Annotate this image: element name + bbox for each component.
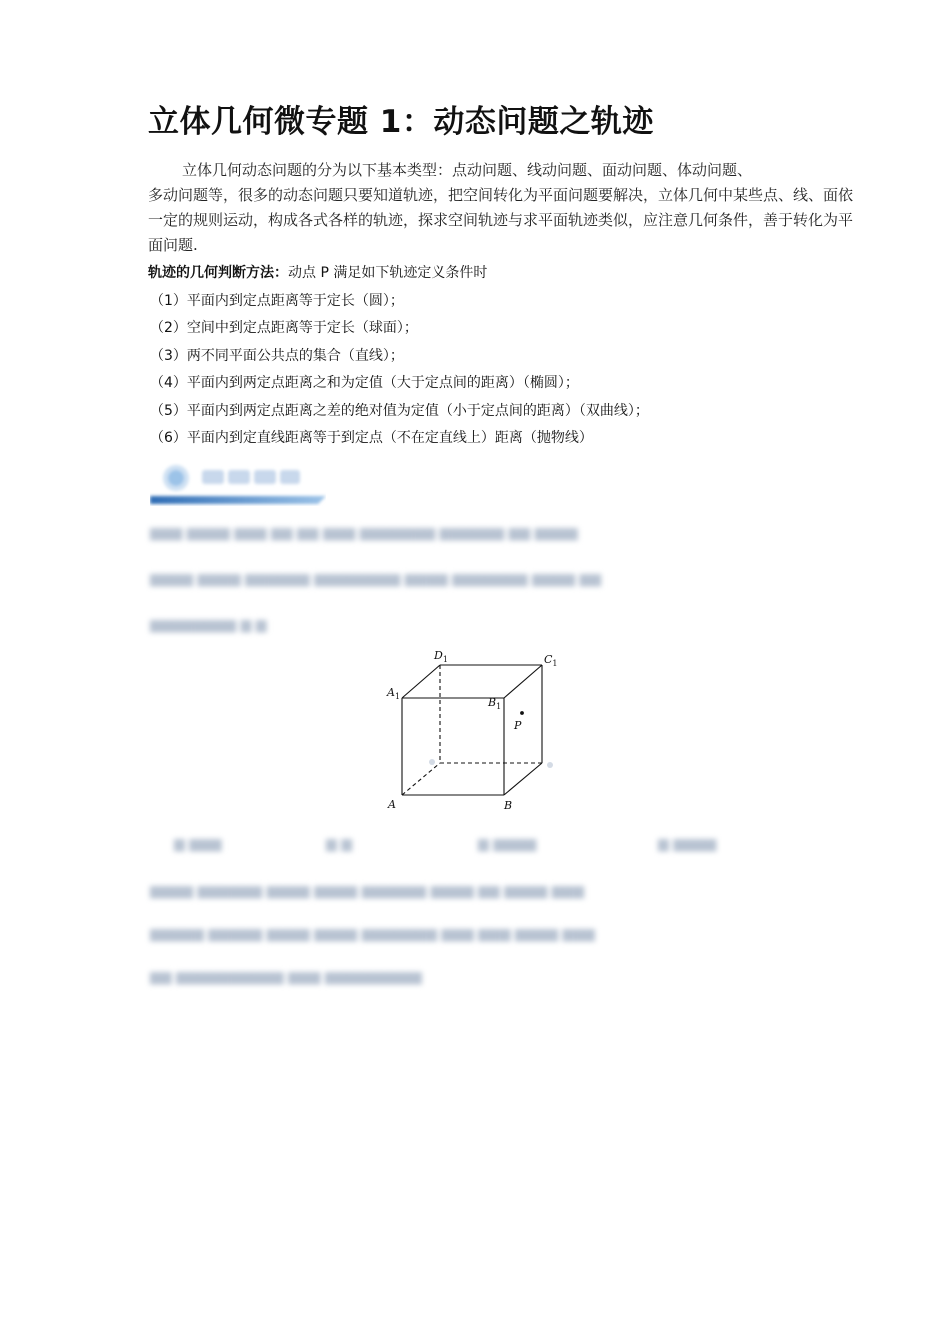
method-item: （4）平面内到两定点距离之和为定值（大于定点间的距离）（椭圆）； <box>150 375 579 391</box>
blurred-line: ▆▆▆▆ ▆▆▆▆ ▆▆▆▆▆▆ ▆▆▆▆▆▆▆▆ ▆▆▆▆ ▆▆▆▆▆▆▆ ▆▆▆▆ ▆▆ <box>150 571 602 587</box>
label-b: B <box>504 799 513 812</box>
blurred-line: ▆▆▆▆▆ ▆▆▆▆▆ ▆▆▆▆ ▆▆▆▆ ▆▆▆▆▆▆▆ ▆▆▆ ▆▆▆ ▆▆▆▆ ▆▆▆ <box>150 926 595 942</box>
method-item: （6）平面内到定直线距离等于到定点（不在定直线上）距离（抛物线） <box>150 430 593 446</box>
point-p <box>520 711 524 715</box>
edge-a1d1 <box>402 665 440 698</box>
blurred-choice: ▆ ▆▆▆▆ <box>478 836 537 852</box>
blurred-line: ▆▆ ▆▆▆▆▆▆▆▆▆▆ ▆▆▆ ▆▆▆▆▆▆▆▆▆ <box>150 969 422 985</box>
faint-label-c <box>547 762 553 768</box>
blurred-line: ▆▆▆ ▆▆▆▆ ▆▆▆ ▆▆ ▆▆ ▆▆▆ ▆▆▆▆▆▆▆ ▆▆▆▆▆▆ ▆▆ ▆▆▆▆ <box>150 525 578 541</box>
cube-figure <box>380 645 570 815</box>
blurred-line: ▆▆▆▆▆▆▆▆ ▆ ▆ <box>150 617 267 633</box>
blurred-choice: ▆ ▆▆▆▆ <box>658 836 717 852</box>
edge-b1c1 <box>504 665 542 698</box>
blurred-choice: ▆ ▆ <box>326 836 352 852</box>
edge-ad <box>402 763 440 795</box>
label-a: A <box>388 798 396 811</box>
method-heading <box>148 260 649 288</box>
intro-line: 一定的规则运动，构成各式各样的轨迹，探求空间轨迹与求平面轨迹类似，应注意几何条件，善于转化为平 <box>148 211 854 229</box>
blurred-problem-text <box>150 510 810 648</box>
intro-line: 立体几何动态问题的分为以下基本类型：点动问题、线动问题、面动问题、体动问题、 <box>182 161 753 179</box>
label-a1: $A_1$ <box>387 686 401 701</box>
label-d1: $D_1$ <box>434 649 448 664</box>
method-lead-rest: 动点 P 满足如下轨迹定义条件时 <box>288 265 488 281</box>
method-item: （1）平面内到定点距离等于定长（圆）； <box>150 292 404 309</box>
blurred-line: ▆▆▆▆ ▆▆▆▆▆▆ ▆▆▆▆ ▆▆▆▆ ▆▆▆▆▆▆ ▆▆▆▆ ▆▆ ▆▆▆▆ ▆▆▆ <box>150 883 584 899</box>
method-item: （2）空间中到定点距离等于定长（球面）； <box>150 320 418 336</box>
intro-paragraph <box>148 158 938 258</box>
faint-label-d <box>429 759 435 765</box>
page-title: 立体几何微专题 1：动态问题之轨迹 <box>148 104 654 140</box>
intro-line: 多动问题等，很多的动态问题只要知道轨迹，把空间转化为平面问题要解决，立体几何中某些点、线、面依 <box>148 186 854 204</box>
method-section <box>148 260 649 453</box>
section-banner <box>150 462 326 506</box>
method-item: （5）平面内到两定点距离之差的绝对值为定值（小于定点间的距离）（双曲线）； <box>150 402 649 419</box>
label-p: P <box>514 719 522 732</box>
method-item: （3）两不同平面公共点的集合（直线）； <box>150 347 404 364</box>
label-b1: $B_1$ <box>488 696 502 711</box>
blurred-choice: ▆ ▆▆▆ <box>174 836 222 852</box>
blurred-solution-text <box>150 870 810 999</box>
method-lead: 轨迹的几何判断方法： <box>148 265 288 281</box>
intro-line: 面问题. <box>148 236 198 254</box>
edge-bc <box>504 763 542 795</box>
blurred-choices <box>170 832 790 862</box>
label-c1: $C_1$ <box>544 653 558 668</box>
